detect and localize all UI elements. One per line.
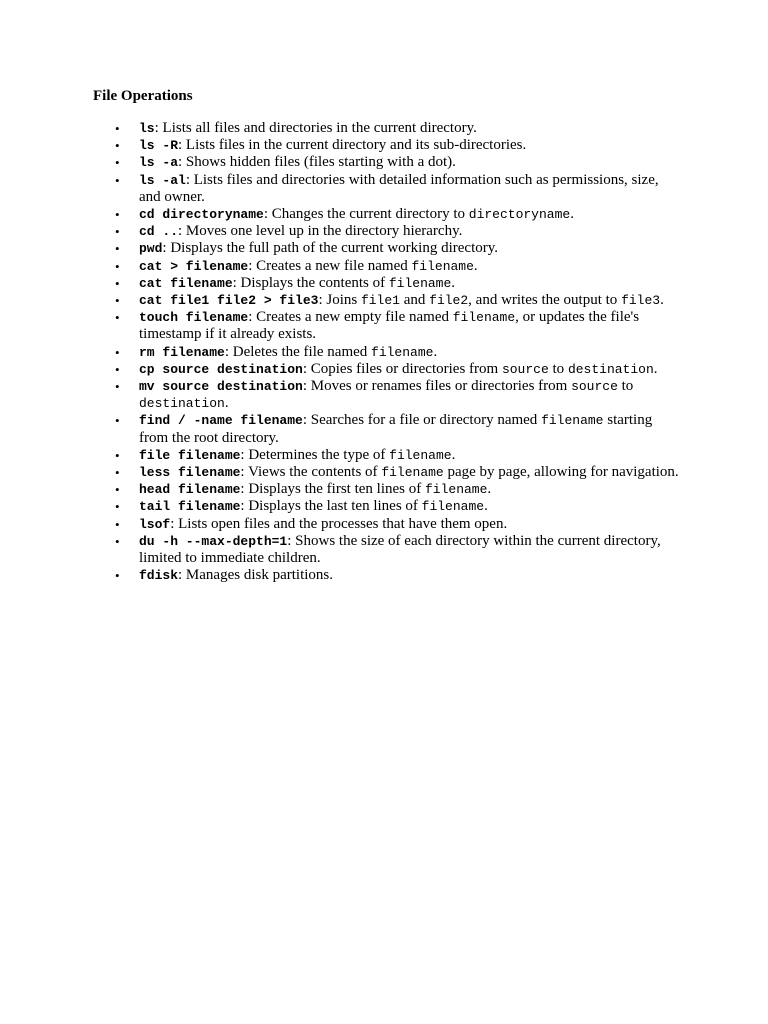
command-name: cd directoryname [139, 207, 264, 223]
bullet-icon: • [115, 258, 120, 274]
bullet-icon: • [115, 413, 120, 429]
bullet-icon: • [115, 533, 120, 549]
command-description: . [451, 274, 456, 291]
command-name: touch filename [139, 310, 249, 326]
command-name: cat filename [139, 275, 233, 291]
command-description: , or updates the file's timestamp if it already exists. [139, 309, 640, 343]
command-name: mv source destination [139, 379, 303, 395]
list-item [93, 292, 683, 309]
bullet-icon: • [115, 361, 120, 377]
command-description: . [660, 292, 664, 309]
command-description: . [451, 446, 456, 463]
command-description: : Displays the first ten lines of [240, 481, 425, 498]
command-description: page by page, allowing for navigation. [443, 464, 679, 481]
bullet-icon: • [115, 499, 120, 515]
command-description: . [433, 343, 438, 360]
command-description: to [548, 360, 568, 377]
command-description: to [617, 378, 634, 395]
command-description: starting from the root directory. [139, 412, 653, 446]
command-name: lsof [139, 516, 171, 532]
command-name: ls -a [139, 155, 179, 171]
command-description: : Shows hidden files (files starting with a dot). [178, 154, 456, 171]
command-description: : Lists all files and directories in the current directory. [154, 120, 477, 136]
command-description: . [570, 206, 574, 223]
command-name: head filename [139, 482, 241, 498]
command-description: : Joins [318, 292, 361, 309]
command-description: : Manages disk partitions. [178, 567, 333, 584]
inline-code: filename [388, 275, 452, 291]
command-name: cd .. [139, 224, 179, 240]
list-item [93, 447, 683, 464]
bullet-icon: • [115, 155, 120, 171]
command-description: : Displays the contents of [232, 274, 389, 291]
command-description: : Copies files or directories from [302, 360, 502, 377]
bullet-icon: • [115, 121, 120, 136]
bullet-icon: • [115, 172, 120, 188]
bullet-icon: • [115, 138, 120, 154]
command-description: and [399, 292, 430, 309]
list-item [93, 516, 683, 533]
command-name: ls [139, 121, 155, 136]
command-description: : Searches for a file or directory named [302, 412, 542, 429]
list-item [93, 258, 683, 275]
command-name: rm filename [139, 344, 225, 360]
document-page [93, 86, 683, 584]
command-description: : Changes the current directory to [263, 206, 469, 223]
inline-code: filename [371, 344, 434, 360]
list-item [93, 154, 683, 171]
inline-code: destination [567, 361, 654, 377]
command-description: . [473, 257, 478, 274]
list-item [93, 137, 683, 154]
command-name: pwd [139, 241, 163, 257]
command-name: ls -R [139, 138, 179, 154]
bullet-icon: • [115, 379, 120, 395]
list-item [93, 378, 683, 412]
bullet-icon: • [115, 207, 120, 223]
command-description: : Lists files and directories with detailed information such as permissions, size, and owner. [139, 171, 659, 205]
list-item [93, 120, 683, 137]
inline-code: source [501, 361, 549, 377]
inline-code: source [571, 379, 618, 395]
bullet-icon: • [115, 482, 120, 498]
list-item [93, 344, 683, 361]
command-name: cat > filename [139, 258, 249, 274]
command-description: : Shows the size of each directory within the current directory, limited to immediate children. [139, 532, 661, 567]
command-description: : Lists open files and the processes that have them open. [170, 515, 508, 532]
command-name: cat file1 file2 > file3 [139, 293, 319, 309]
bullet-icon: • [115, 310, 120, 326]
inline-code: filename [411, 258, 474, 274]
list-item [93, 309, 683, 343]
list-item [93, 223, 683, 240]
bullet-icon: • [115, 241, 120, 257]
command-name: file filename [139, 447, 241, 463]
bullet-icon: • [115, 568, 120, 584]
list-item [93, 533, 683, 567]
inline-code: filename [389, 447, 452, 463]
command-description: : Moves one level up in the directory hierarchy. [178, 223, 463, 240]
list-item [93, 240, 683, 257]
bullet-icon: • [115, 465, 120, 481]
list-item [93, 361, 683, 378]
command-description: : Displays the last ten lines of [240, 498, 422, 515]
list-item [93, 172, 683, 206]
command-description: : Creates a new file named [248, 257, 412, 274]
command-name: du -h --max-depth=1 [139, 533, 288, 549]
command-description: : Creates a new empty file named [248, 309, 453, 326]
bullet-icon: • [115, 293, 120, 309]
inline-code: filename [541, 413, 604, 429]
inline-code: file2 [429, 293, 469, 309]
bullet-icon: • [115, 344, 120, 360]
command-name: ls -al [139, 172, 186, 188]
list-item [93, 412, 683, 446]
command-name: find / -name filename [139, 413, 303, 429]
list-item [93, 481, 683, 498]
list-item [93, 206, 683, 223]
command-description: . [487, 481, 492, 498]
inline-code: filename [381, 465, 444, 481]
command-list [93, 120, 683, 584]
bullet-icon: • [115, 275, 120, 291]
command-description: : Lists files in the current directory and its sub-directories. [178, 137, 527, 154]
inline-code: file1 [360, 293, 400, 309]
inline-code: filename [421, 499, 485, 515]
command-description: , and writes the output to [468, 292, 622, 309]
command-name: less filename [139, 465, 241, 481]
command-description: : Deletes the file named [224, 343, 372, 360]
bullet-icon: • [115, 224, 120, 240]
command-description: : Displays the full path of the current working directory. [162, 240, 499, 257]
list-item [93, 275, 683, 292]
command-description: . [653, 360, 658, 377]
command-description: . [224, 395, 229, 412]
command-description: : Views the contents of [240, 464, 382, 481]
inline-code: directoryname [468, 207, 571, 223]
command-description: . [484, 498, 488, 515]
inline-code: destination [139, 396, 225, 412]
section-heading: File Operations [93, 88, 193, 104]
command-name: fdisk [139, 568, 179, 584]
command-description: : Moves or renames files or directories from [302, 378, 572, 395]
inline-code: filename [424, 482, 488, 498]
list-item [93, 464, 683, 481]
list-item [93, 567, 683, 584]
bullet-icon: • [115, 447, 120, 463]
command-name: cp source destination [139, 361, 303, 377]
bullet-icon: • [115, 516, 120, 532]
list-item [93, 498, 683, 515]
command-name: tail filename [139, 499, 241, 515]
inline-code: filename [452, 310, 516, 326]
inline-code: file3 [621, 293, 661, 309]
command-description: : Determines the type of [240, 446, 390, 463]
